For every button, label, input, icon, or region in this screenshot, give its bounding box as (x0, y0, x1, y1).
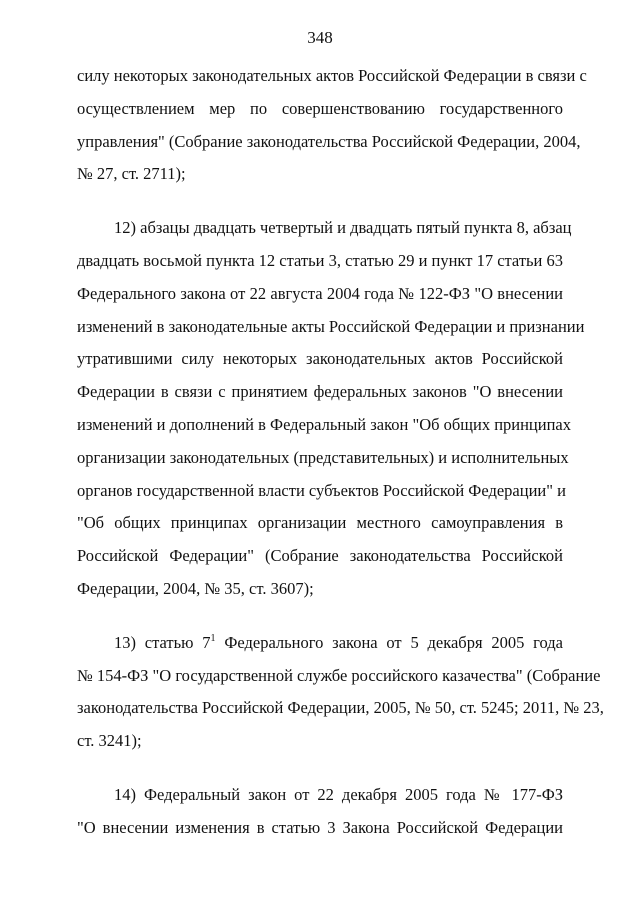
text-line: изменений в законодательные акты Российской Федерации и признании (77, 316, 585, 336)
text-line: управления" (Собрание законодательства Российской Федерации, 2004, (77, 131, 581, 151)
text-line: изменений и дополнений в Федеральный закон "Об общих принципах (77, 414, 571, 434)
text-line: 12) абзацы двадцать четвертый и двадцать пятый пункта 8, абзац (114, 218, 572, 238)
text-line: Федерального закона от 22 августа 2004 года № 122-ФЗ "О внесении (77, 283, 563, 303)
text-segment: 13) статью 7 (114, 632, 211, 652)
text-line: № 27, ст. 2711); (77, 164, 186, 184)
text-line: № 154-ФЗ "О государственной службе российского казачества" (Собрание (77, 665, 601, 685)
text-segment: Федерального закона от 5 декабря 2005 года (215, 632, 563, 652)
text-line (77, 627, 563, 660)
paragraph-continuation (77, 60, 587, 191)
document-body (77, 60, 604, 845)
page-number: 348 (307, 28, 333, 47)
text-line: "О внесении изменения в статью 3 Закона Российской Федерации (77, 817, 563, 837)
text-line: осуществлением мер по совершенствованию государственного (77, 98, 563, 118)
text-line: Федерации, 2004, № 35, ст. 3607); (77, 578, 314, 598)
text-line: организации законодательных (представительных) и исполнительных (77, 447, 569, 467)
text-line: утратившими силу некоторых законодательных актов Российской (77, 349, 563, 369)
text-line: 14) Федеральный закон от 22 декабря 2005 года № 177-ФЗ (114, 784, 563, 804)
paragraph-item-12 (77, 212, 585, 606)
paragraph-item-14 (77, 779, 563, 845)
text-line: двадцать восьмой пункта 12 статьи 3, статью 29 и пункт 17 статьи 63 (77, 250, 564, 270)
text-line: законодательства Российской Федерации, 2005, № 50, ст. 5245; 2011, № 23, (77, 698, 604, 718)
text-line: силу некоторых законодательных актов Российской Федерации в связи с (77, 66, 587, 85)
text-line: Российской Федерации" (Собрание законодательства Российской (77, 546, 563, 566)
text-line: органов государственной власти субъектов Российской Федерации" и (77, 480, 566, 500)
paragraph-item-13 (77, 627, 604, 758)
text-line: "Об общих принципах организации местного самоуправления в (77, 513, 563, 533)
text-line: Федерации в связи с принятием федеральных законов "О внесении (77, 382, 563, 402)
text-line: ст. 3241); (77, 731, 142, 751)
superscript: 1 (210, 632, 216, 644)
